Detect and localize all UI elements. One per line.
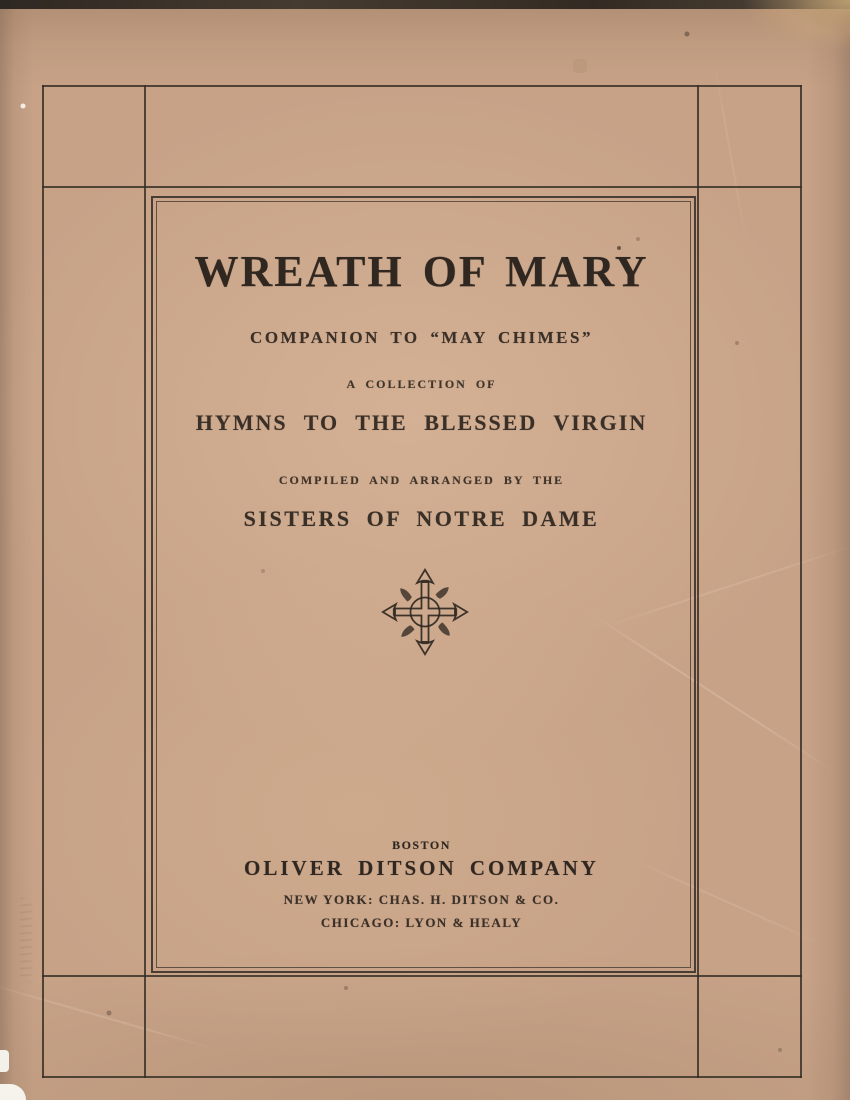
compiler-line: SISTERS OF NOTRE DAME (243, 506, 600, 531)
frame-line-vertical-outer-left (42, 85, 44, 1078)
collection-line: A COLLECTION OF (346, 377, 497, 391)
frame-line-horizontal-inner-top (42, 186, 802, 188)
compiled-by-line: COMPILED AND ARRANGED BY THE (278, 473, 565, 487)
companion-subtitle: COMPANION TO “MAY CHIMES” (250, 328, 593, 347)
subject-line: HYMNS TO THE BLESSED VIRGIN (195, 410, 648, 435)
publisher-name: OLIVER DITSON COMPANY (244, 856, 599, 880)
foxing-specks (0, 0, 2, 2)
scan-tear-left-edge (0, 1050, 9, 1072)
publisher-agent-chicago: CHICAGO: LYON & HEALY (320, 915, 523, 930)
pencil-marginalia (20, 898, 32, 982)
publisher-agent-newyork: NEW YORK: CHAS. H. DITSON & CO. (283, 892, 560, 907)
book-title: WREATH OF MARY (194, 247, 649, 296)
worn-corner-top-right (680, 0, 850, 110)
frame-line-horizontal-inner-bottom (42, 975, 802, 977)
frame-line-horizontal-outer-bottom (42, 1076, 802, 1078)
frame-line-vertical-inner-left (144, 85, 146, 1078)
cross-fleury-ornament-icon (381, 568, 469, 656)
frame-line-vertical-outer-right (800, 85, 802, 1078)
frame-line-vertical-inner-right (697, 85, 699, 1078)
publisher-city: BOSTON (392, 838, 451, 852)
frame-line-horizontal-outer-top (42, 85, 802, 87)
